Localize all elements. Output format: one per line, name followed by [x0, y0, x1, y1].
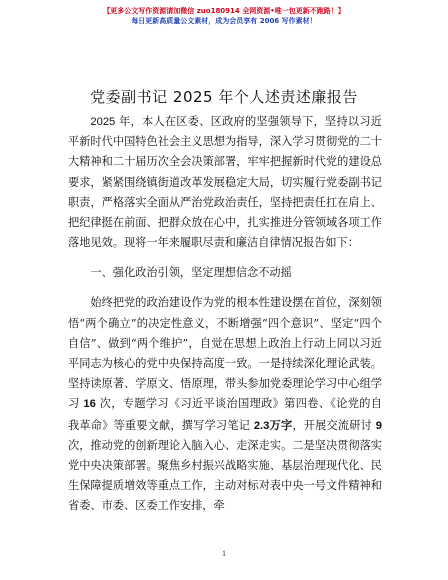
- banner-line-2: 每日更新高质量公文素材，成为会员享有 2006 写作素材！: [131, 17, 317, 25]
- section-1-text-b: 次，专题学习《习近平谈治国理政》第四卷、《论党的自我革命》等重要文献，撰写学习笔记: [68, 397, 382, 432]
- study-count: 16: [83, 398, 96, 411]
- intro-text: 年，本人在区委、区政府的坚强领导下，坚持以习近平新时代中国特色社会主义思想为指导，深入学习贯彻党的二十大精神和二十届历次全会决策部署，牢牢把握新时代党的建设总要求，紧紧围绕镇街道改革发展稳定大局，切实履行党委副书记职责，严格落实全面从严治党政治责任，坚持把责任扛在肩上、把纪律挺在前面、把群众放在心中，扎实推进分管领域各项工作落地见效。现将一年来履职尽责和廉洁自律情况报告如下：: [68, 115, 382, 250]
- discussion-count: 9: [375, 419, 382, 432]
- section-1-text-d: 次，推动党的创新理论入脑入心、走深走实。二是坚决贯彻落实党中央决策部署。聚焦乡村振兴战略实施、基层治理现代化、民生保障提质增效等重点工作，主动对标对表中央一号文件精神和省委、市委、区委工作安排，牵: [68, 438, 382, 513]
- page-number: 1: [222, 549, 226, 558]
- banner-line-1: 【更多公文写作资源请加微信 zuo180914 全网资源•唯一包更新不跑路！】: [103, 7, 345, 15]
- section-1-text-c: ，开展交流研讨: [292, 418, 376, 432]
- notes-unit: 万字: [269, 417, 293, 432]
- notes-count: 2.3: [253, 419, 270, 432]
- intro-year: 2025: [90, 116, 116, 128]
- intro-paragraph: [68, 112, 382, 253]
- promo-banner: [0, 6, 448, 26]
- section-1-text-a: 始终把党的政治建设作为党的根本性建设摆在首位，深刻领悟“两个确立”的决定性意义，不断增强“四个意识”、坚定“四个自信”、做到“两个维护”，自觉在思想上政治上行动上同以习近平同志为核心的党中央保持高度一致。一是持续深化理论武装。坚持读原著、学原文、悟原理，带头参加党委理论学习中心组学习: [68, 296, 382, 411]
- document-title: 党委副书记 2025 年个人述责述廉报告: [90, 88, 358, 106]
- document-body: [68, 112, 382, 517]
- section-heading-1: 一、强化政治引领，坚定理想信念不动摇: [90, 266, 292, 280]
- section-1-paragraph: [68, 293, 382, 516]
